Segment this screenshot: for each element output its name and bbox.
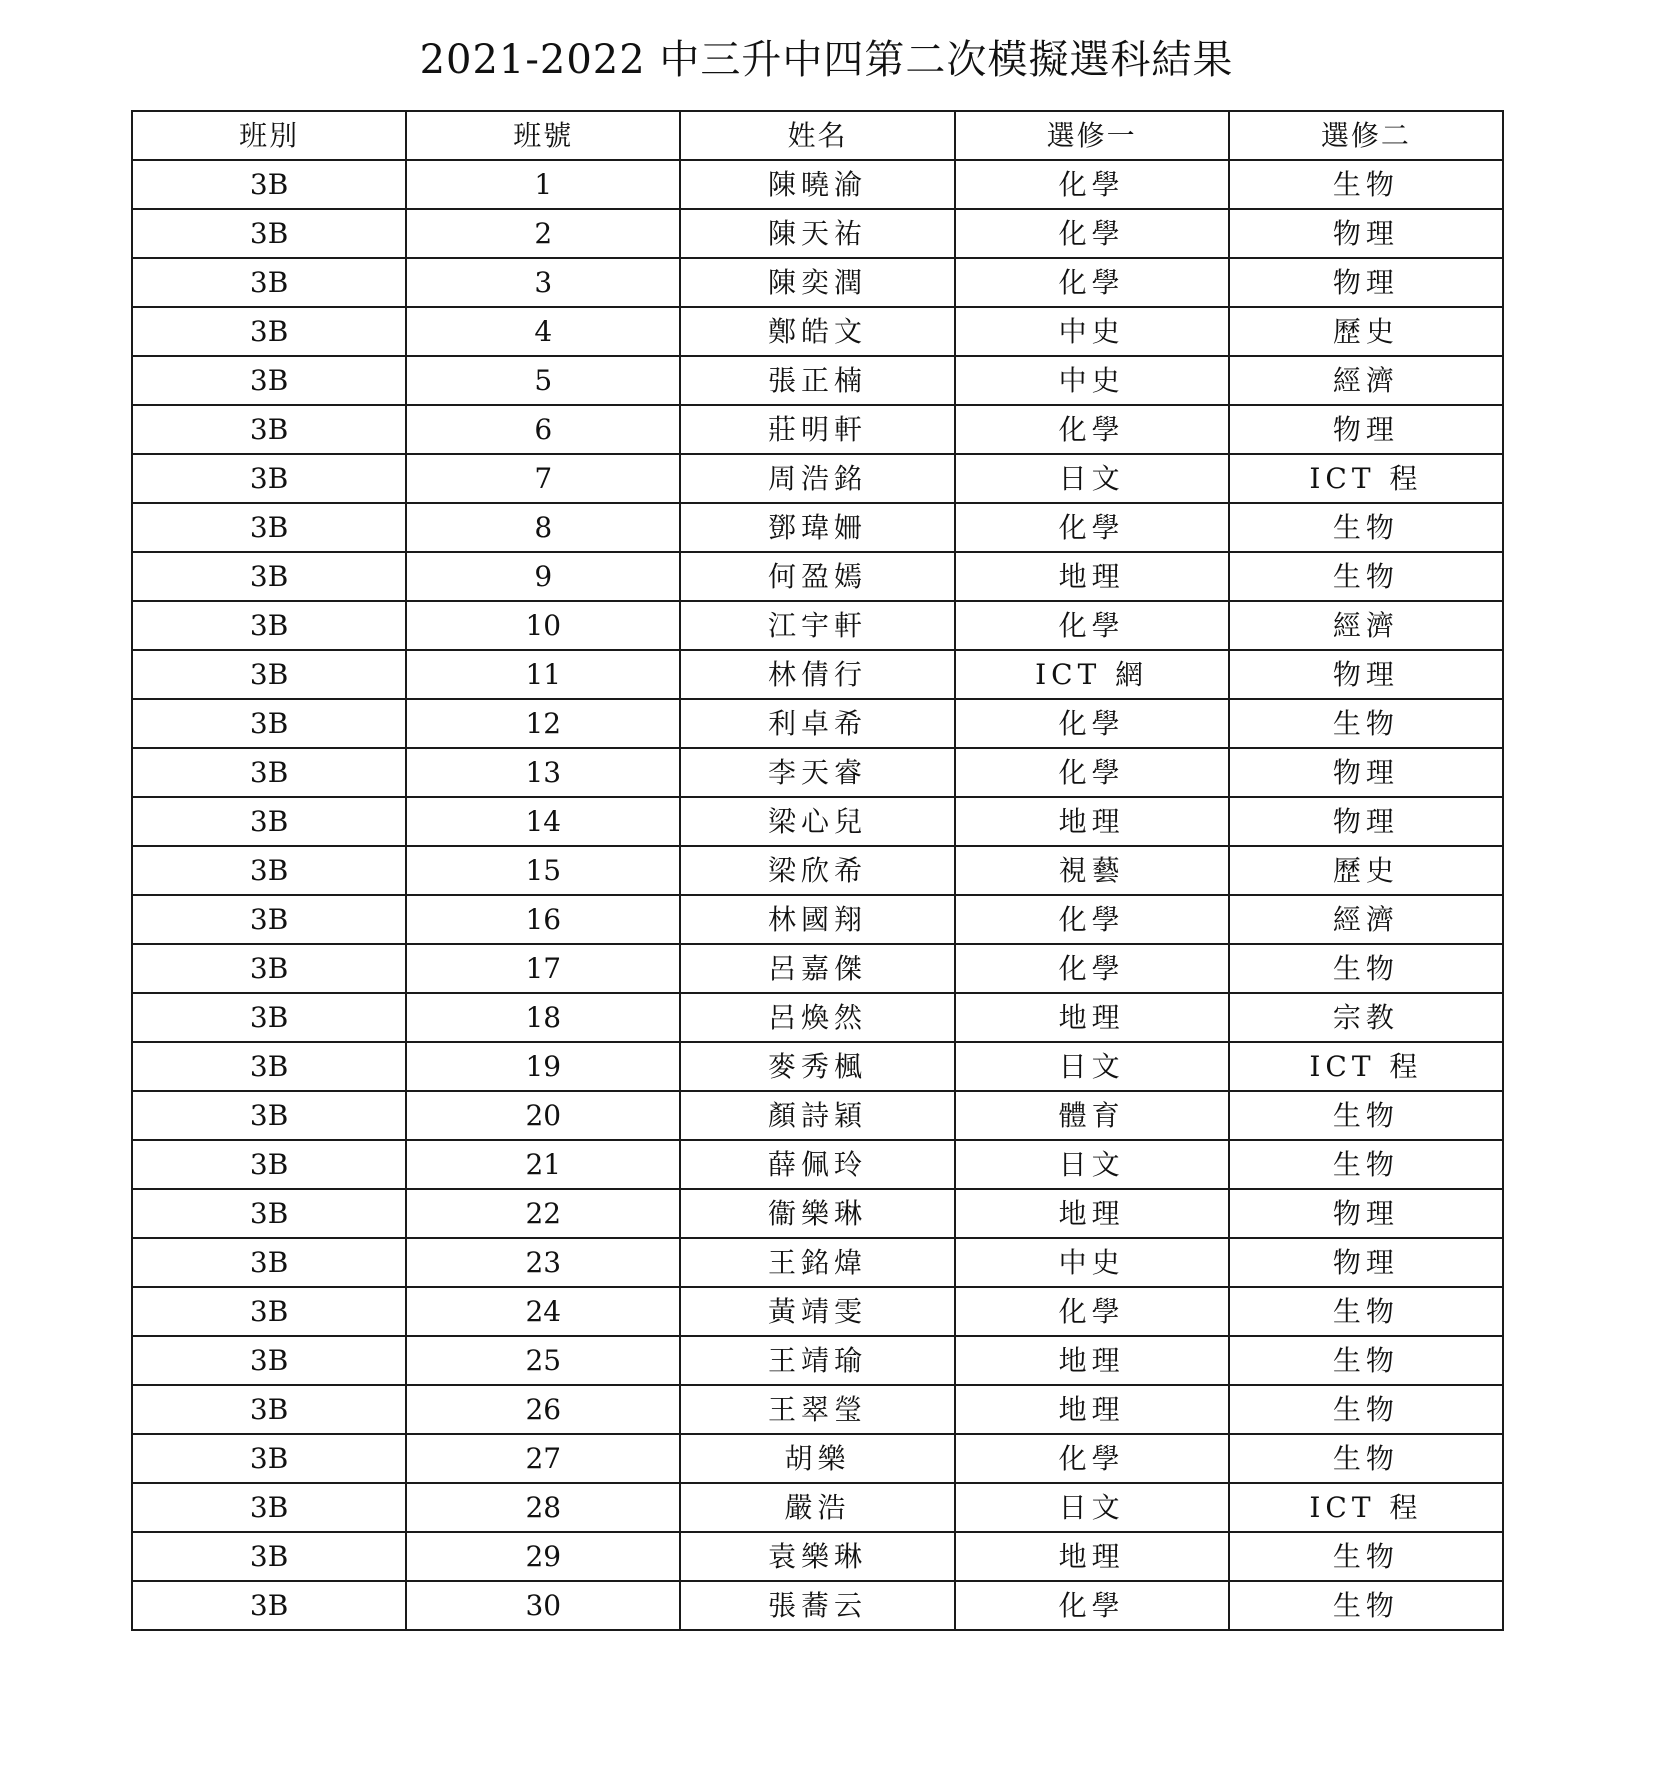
cell-elective-1: 地理 <box>955 993 1229 1042</box>
cell-elective-1: 化學 <box>955 209 1229 258</box>
cell-student-name: 林國翔 <box>680 895 954 944</box>
cell-student-name: 林倩行 <box>680 650 954 699</box>
cell-class: 3B <box>132 1532 406 1581</box>
cell-elective-1: 化學 <box>955 1287 1229 1336</box>
cell-class: 3B <box>132 1434 406 1483</box>
cell-class-number: 11 <box>406 650 680 699</box>
table-row <box>132 1042 1503 1091</box>
cell-class-number: 9 <box>406 552 680 601</box>
cell-class: 3B <box>132 503 406 552</box>
cell-student-name: 李天睿 <box>680 748 954 797</box>
cell-student-name: 呂煥然 <box>680 993 954 1042</box>
table-row <box>132 895 1503 944</box>
cell-elective-2: 生物 <box>1229 160 1503 209</box>
table-row <box>132 1483 1503 1532</box>
cell-elective-2: 生物 <box>1229 699 1503 748</box>
cell-elective-2: ICT 程 <box>1229 1042 1503 1091</box>
table-row <box>132 1581 1503 1630</box>
table-row <box>132 699 1503 748</box>
cell-elective-1: 地理 <box>955 552 1229 601</box>
cell-elective-2: ICT 程 <box>1229 454 1503 503</box>
cell-class-number: 28 <box>406 1483 680 1532</box>
cell-class-number: 29 <box>406 1532 680 1581</box>
cell-elective-2: 宗教 <box>1229 993 1503 1042</box>
cell-class: 3B <box>132 1091 406 1140</box>
cell-class: 3B <box>132 993 406 1042</box>
cell-class-number: 5 <box>406 356 680 405</box>
cell-student-name: 胡樂 <box>680 1434 954 1483</box>
cell-class: 3B <box>132 1483 406 1532</box>
table-row <box>132 503 1503 552</box>
cell-class: 3B <box>132 944 406 993</box>
header-elective-1: 選修一 <box>955 111 1229 160</box>
cell-class-number: 23 <box>406 1238 680 1287</box>
cell-elective-1: 中史 <box>955 1238 1229 1287</box>
cell-class-number: 18 <box>406 993 680 1042</box>
cell-class-number: 12 <box>406 699 680 748</box>
cell-student-name: 嚴浩 <box>680 1483 954 1532</box>
table-body <box>132 160 1503 1630</box>
cell-elective-2: 生物 <box>1229 552 1503 601</box>
cell-class-number: 10 <box>406 601 680 650</box>
cell-student-name: 陳天祐 <box>680 209 954 258</box>
cell-elective-2: 生物 <box>1229 1287 1503 1336</box>
cell-elective-2: 生物 <box>1229 1532 1503 1581</box>
table-row <box>132 1532 1503 1581</box>
cell-elective-2: 歷史 <box>1229 846 1503 895</box>
cell-class: 3B <box>132 405 406 454</box>
cell-student-name: 梁心兒 <box>680 797 954 846</box>
cell-elective-1: 地理 <box>955 1336 1229 1385</box>
cell-student-name: 陳奕潤 <box>680 258 954 307</box>
cell-class: 3B <box>132 1581 406 1630</box>
table-row <box>132 307 1503 356</box>
cell-class: 3B <box>132 307 406 356</box>
cell-elective-1: 地理 <box>955 797 1229 846</box>
cell-class-number: 19 <box>406 1042 680 1091</box>
page-title: 2021-2022 中三升中四第二次模擬選科結果 <box>419 37 1234 83</box>
cell-student-name: 黃靖雯 <box>680 1287 954 1336</box>
cell-elective-1: 化學 <box>955 1434 1229 1483</box>
cell-class-number: 4 <box>406 307 680 356</box>
cell-student-name: 薛佩玲 <box>680 1140 954 1189</box>
table-row <box>132 1434 1503 1483</box>
cell-class: 3B <box>132 1238 406 1287</box>
cell-student-name: 王銘煒 <box>680 1238 954 1287</box>
cell-class: 3B <box>132 1140 406 1189</box>
cell-class-number: 1 <box>406 160 680 209</box>
cell-student-name: 呂嘉傑 <box>680 944 954 993</box>
header-elective-2: 選修二 <box>1229 111 1503 160</box>
cell-class: 3B <box>132 552 406 601</box>
table-row <box>132 405 1503 454</box>
cell-elective-2: 物理 <box>1229 797 1503 846</box>
cell-class-number: 30 <box>406 1581 680 1630</box>
table-row <box>132 552 1503 601</box>
cell-elective-2: 物理 <box>1229 1238 1503 1287</box>
cell-student-name: 王翠瑩 <box>680 1385 954 1434</box>
table-header-row <box>132 111 1503 160</box>
cell-elective-2: 經濟 <box>1229 601 1503 650</box>
cell-class-number: 16 <box>406 895 680 944</box>
table-row <box>132 1336 1503 1385</box>
table-row <box>132 1189 1503 1238</box>
cell-elective-2: 物理 <box>1229 748 1503 797</box>
cell-elective-1: 中史 <box>955 356 1229 405</box>
cell-student-name: 利卓希 <box>680 699 954 748</box>
cell-elective-2: 生物 <box>1229 1336 1503 1385</box>
cell-class-number: 13 <box>406 748 680 797</box>
cell-class: 3B <box>132 601 406 650</box>
table-row <box>132 650 1503 699</box>
cell-student-name: 王靖瑜 <box>680 1336 954 1385</box>
cell-class-number: 22 <box>406 1189 680 1238</box>
cell-student-name: 麥秀楓 <box>680 1042 954 1091</box>
cell-class: 3B <box>132 1336 406 1385</box>
cell-class: 3B <box>132 748 406 797</box>
cell-elective-2: 生物 <box>1229 1140 1503 1189</box>
cell-elective-2: 物理 <box>1229 650 1503 699</box>
cell-class-number: 27 <box>406 1434 680 1483</box>
cell-elective-2: 生物 <box>1229 1434 1503 1483</box>
cell-elective-2: 物理 <box>1229 1189 1503 1238</box>
cell-elective-1: 日文 <box>955 454 1229 503</box>
header-class: 班別 <box>132 111 406 160</box>
table-row <box>132 1140 1503 1189</box>
header-student-name: 姓名 <box>680 111 954 160</box>
cell-elective-1: 地理 <box>955 1189 1229 1238</box>
table-row <box>132 454 1503 503</box>
cell-student-name: 鄭皓文 <box>680 307 954 356</box>
cell-elective-1: 化學 <box>955 699 1229 748</box>
cell-class: 3B <box>132 699 406 748</box>
cell-class-number: 26 <box>406 1385 680 1434</box>
selection-results-table <box>131 110 1504 1631</box>
cell-class: 3B <box>132 209 406 258</box>
table-row <box>132 258 1503 307</box>
cell-class: 3B <box>132 846 406 895</box>
cell-class-number: 15 <box>406 846 680 895</box>
cell-class-number: 2 <box>406 209 680 258</box>
table-row <box>132 209 1503 258</box>
header-class-number: 班號 <box>406 111 680 160</box>
table-row <box>132 1238 1503 1287</box>
cell-class-number: 17 <box>406 944 680 993</box>
cell-class-number: 21 <box>406 1140 680 1189</box>
cell-class-number: 24 <box>406 1287 680 1336</box>
cell-elective-2: 經濟 <box>1229 895 1503 944</box>
cell-student-name: 陳曉渝 <box>680 160 954 209</box>
cell-elective-1: 體育 <box>955 1091 1229 1140</box>
table-row <box>132 1091 1503 1140</box>
cell-elective-1: ICT 網 <box>955 650 1229 699</box>
cell-student-name: 何盈嫣 <box>680 552 954 601</box>
cell-class: 3B <box>132 356 406 405</box>
table-row <box>132 160 1503 209</box>
cell-elective-1: 化學 <box>955 160 1229 209</box>
table-row <box>132 1287 1503 1336</box>
cell-elective-1: 化學 <box>955 601 1229 650</box>
cell-elective-2: 生物 <box>1229 944 1503 993</box>
cell-elective-2: 物理 <box>1229 258 1503 307</box>
cell-elective-1: 中史 <box>955 307 1229 356</box>
cell-elective-2: 經濟 <box>1229 356 1503 405</box>
cell-student-name: 梁欣希 <box>680 846 954 895</box>
cell-elective-1: 地理 <box>955 1532 1229 1581</box>
cell-elective-1: 化學 <box>955 258 1229 307</box>
cell-elective-1: 化學 <box>955 503 1229 552</box>
cell-class-number: 20 <box>406 1091 680 1140</box>
cell-student-name: 袁樂琳 <box>680 1532 954 1581</box>
cell-class-number: 7 <box>406 454 680 503</box>
cell-student-name: 周浩銘 <box>680 454 954 503</box>
cell-elective-2: 物理 <box>1229 405 1503 454</box>
cell-class-number: 8 <box>406 503 680 552</box>
cell-elective-1: 地理 <box>955 1385 1229 1434</box>
cell-class: 3B <box>132 650 406 699</box>
cell-class: 3B <box>132 895 406 944</box>
cell-class: 3B <box>132 258 406 307</box>
cell-elective-2: 生物 <box>1229 1385 1503 1434</box>
cell-class: 3B <box>132 454 406 503</box>
cell-class: 3B <box>132 797 406 846</box>
cell-elective-1: 視藝 <box>955 846 1229 895</box>
cell-class-number: 3 <box>406 258 680 307</box>
cell-student-name: 江宇軒 <box>680 601 954 650</box>
cell-class-number: 25 <box>406 1336 680 1385</box>
cell-elective-2: 生物 <box>1229 503 1503 552</box>
cell-elective-2: 生物 <box>1229 1091 1503 1140</box>
cell-class: 3B <box>132 1042 406 1091</box>
table-row <box>132 1385 1503 1434</box>
cell-class: 3B <box>132 1385 406 1434</box>
table-row <box>132 748 1503 797</box>
cell-elective-1: 化學 <box>955 405 1229 454</box>
cell-elective-1: 化學 <box>955 1581 1229 1630</box>
table-row <box>132 944 1503 993</box>
cell-class-number: 14 <box>406 797 680 846</box>
cell-student-name: 張蕎云 <box>680 1581 954 1630</box>
cell-elective-1: 日文 <box>955 1042 1229 1091</box>
table-row <box>132 797 1503 846</box>
cell-class: 3B <box>132 1287 406 1336</box>
cell-elective-2: 歷史 <box>1229 307 1503 356</box>
table-row <box>132 993 1503 1042</box>
cell-elective-2: ICT 程 <box>1229 1483 1503 1532</box>
cell-student-name: 顏詩穎 <box>680 1091 954 1140</box>
cell-elective-1: 日文 <box>955 1140 1229 1189</box>
table-row <box>132 601 1503 650</box>
cell-elective-1: 化學 <box>955 944 1229 993</box>
cell-class: 3B <box>132 160 406 209</box>
cell-student-name: 莊明軒 <box>680 405 954 454</box>
table-row <box>132 356 1503 405</box>
cell-elective-1: 化學 <box>955 895 1229 944</box>
cell-class-number: 6 <box>406 405 680 454</box>
cell-student-name: 張正楠 <box>680 356 954 405</box>
table-row <box>132 846 1503 895</box>
cell-class: 3B <box>132 1189 406 1238</box>
cell-student-name: 鄧瑋姍 <box>680 503 954 552</box>
cell-elective-2: 物理 <box>1229 209 1503 258</box>
cell-elective-1: 化學 <box>955 748 1229 797</box>
cell-elective-1: 日文 <box>955 1483 1229 1532</box>
cell-student-name: 衞樂琳 <box>680 1189 954 1238</box>
cell-elective-2: 生物 <box>1229 1581 1503 1630</box>
